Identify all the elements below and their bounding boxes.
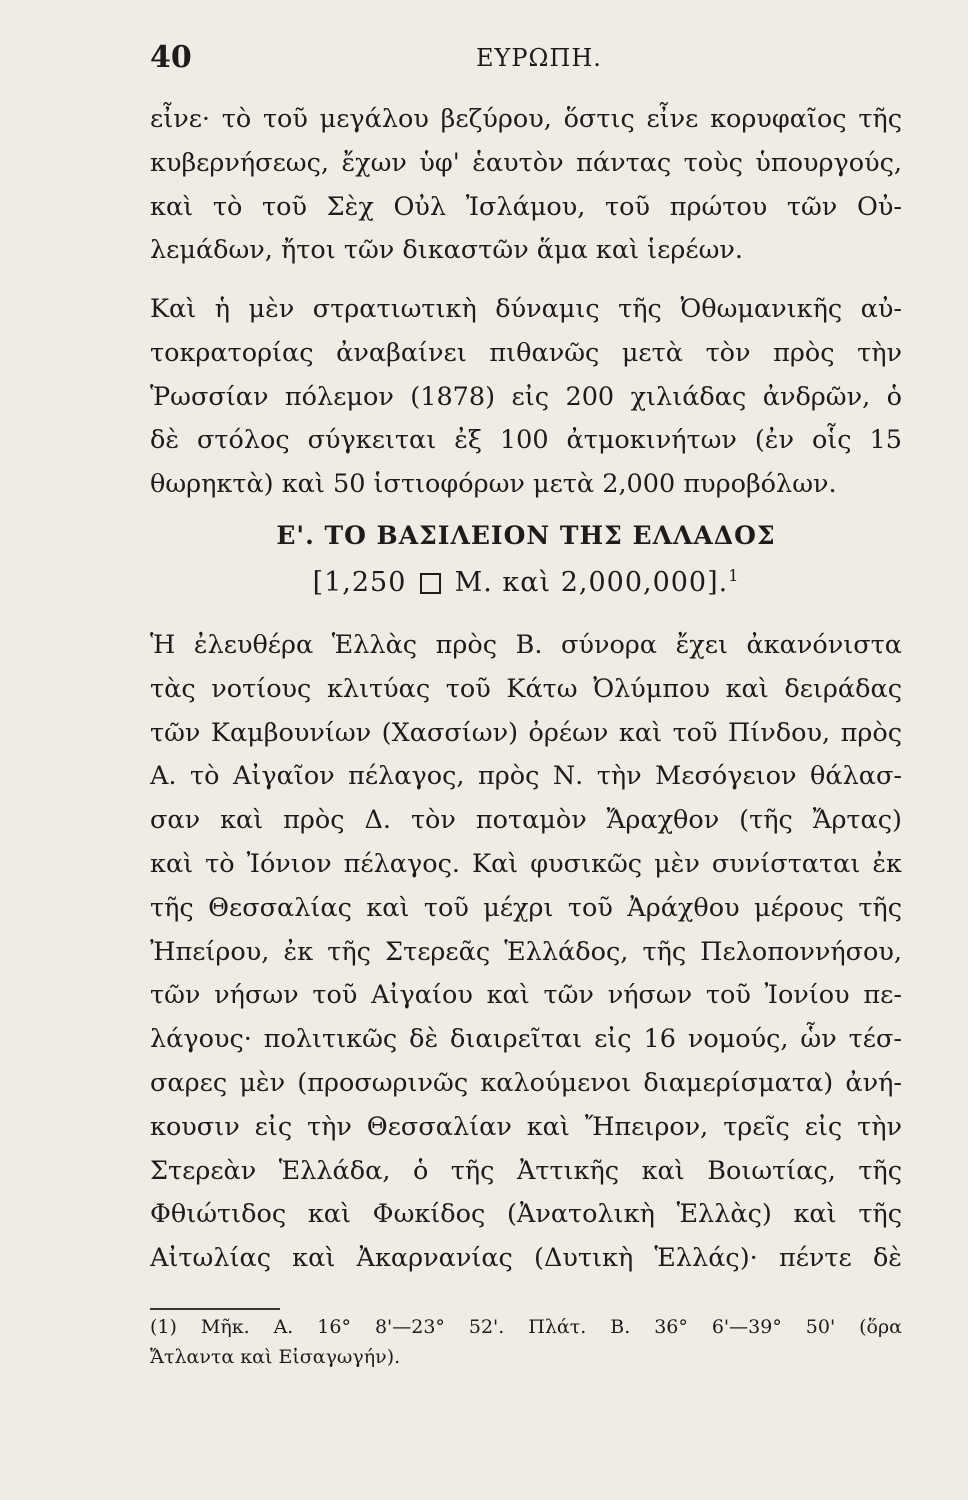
page-number: 40 (150, 40, 192, 75)
text-line: θωρηκτὰ) καὶ 50 ἱστιοφόρων μετὰ 2,000 πυροβόλων. (150, 469, 837, 500)
square-icon (420, 573, 441, 594)
text-line: δὲ στόλος σύγκειται ἐξ 100 ἀτμοκινήτων (ἐν οἷς 15 (150, 425, 902, 456)
text-line: λάγους· πολιτικῶς δὲ διαιρεῖται εἰς 16 νομούς, ὧν τέσ- (150, 1024, 902, 1055)
section-heading: Ε'. ΤΟ ΒΑΣΙΛΕΙΟΝ ΤΗΣ ΕΛΛΑΔΟΣ (276, 521, 776, 550)
running-head (150, 40, 902, 80)
footnote-line: (1) Μῆκ. Α. 16° 8'—23° 52'. Πλάτ. Β. 36° 6'—39° 50' (ὅρα (150, 1316, 902, 1338)
text-line: Καὶ ἡ μὲν στρατιωτικὴ δύναμις τῆς Ὀθωμανικῆς αὐ- (150, 294, 902, 324)
text-line: σαν καὶ πρὸς Δ. τὸν ποταμὸν Ἄραχθον (τῆς Ἄρτας) (150, 805, 902, 836)
text-line: καὶ τὸ τοῦ Σὲχ Οὐλ Ἰσλάμου, τοῦ πρώτου τῶν Οὐ- (150, 191, 902, 222)
section-area-population (150, 566, 902, 598)
paragraph-ottoman-military (150, 288, 902, 507)
text-line: σαρες μὲν (προσωρινῶς καλούμενοι διαμερίσματα) ἀνή- (150, 1067, 902, 1098)
text-line: κυβερνήσεως, ἔχων ὑφ' ἑαυτὸν πάντας τοὺς ὑπουργούς, (150, 147, 902, 178)
text-line: Ἠπείρου, ἐκ τῆς Στερεᾶς Ἑλλάδος, τῆς Πελοποννήσου, (150, 936, 902, 967)
text-line: τῶν νήσων τοῦ Αἰγαίου καὶ τῶν νήσων τοῦ Ἰονίου πε- (150, 980, 902, 1011)
text-line: Φθιώτιδος καὶ Φωκίδος (Ἀνατολικὴ Ἑλλὰς) καὶ τῆς (150, 1199, 902, 1230)
area-value: [1,250 (312, 567, 407, 598)
footnote (150, 1312, 902, 1372)
text-line: Ῥωσσίαν πόλεμον (1878) εἰς 200 χιλιάδας ἀνδρῶν, ὁ (150, 381, 902, 412)
paragraph-ottoman-government (150, 98, 902, 273)
text-line: τὰς νοτίους κλιτύας τοῦ Κάτω Ὀλύμπου καὶ δειράδας (150, 673, 902, 704)
running-title: ΕΥΡΩΠΗ. (476, 44, 602, 72)
text-line: τοκρατορίας ἀναβαίνει πιθανῶς μετὰ τὸν πρὸς τὴν (150, 337, 902, 368)
text-line: λεμάδων, ἤτοι τῶν δικαστῶν ἅμα καὶ ἱερέων. (150, 235, 743, 266)
text-line: τῆς Θεσσαλίας καὶ τοῦ μέχρι τοῦ Ἀράχθου μέρους τῆς (150, 892, 902, 923)
text-line: Αἰτωλίας καὶ Ἀκαρνανίας (Δυτικὴ Ἑλλάς)· πέντε δὲ (150, 1243, 902, 1274)
text-line: Στερεὰν Ἑλλάδα, ὁ τῆς Ἀττικῆς καὶ Βοιωτίας, τῆς (150, 1155, 902, 1186)
footnote-divider (150, 1308, 280, 1310)
text-line: εἶνε· τὸ τοῦ μεγάλου βεζύρου, ὅστις εἶνε κορυφαῖος τῆς (150, 104, 902, 134)
text-line: καὶ τὸ Ἰόνιον πέλαγος. Καὶ φυσικῶς μὲν συνίσταται ἐκ (150, 848, 902, 879)
text-line: κουσιν εἰς τὴν Θεσσαλίαν καὶ Ἤπειρον, τρεῖς εἰς τὴν (150, 1111, 902, 1142)
text-line: Ἡ ἐλευθέρα Ἑλλὰς πρὸς Β. σύνορα ἔχει ἀκανόνιστα (150, 630, 902, 660)
paragraph-greece-description (150, 624, 902, 1281)
footnote-marker: 1 (728, 566, 740, 585)
population-value: Μ. καὶ 2,000,000]. (454, 567, 729, 598)
text-line: τῶν Καμβουνίων (Χασσίων) ὀρέων καὶ τοῦ Πίνδου, πρὸς (150, 717, 902, 748)
text-line: Α. τὸ Αἰγαῖον πέλαγος, πρὸς Ν. τὴν Μεσόγειον θάλασ- (150, 761, 902, 792)
footnote-line: Ἄτλαντα καὶ Εἰσαγωγήν). (150, 1346, 401, 1368)
